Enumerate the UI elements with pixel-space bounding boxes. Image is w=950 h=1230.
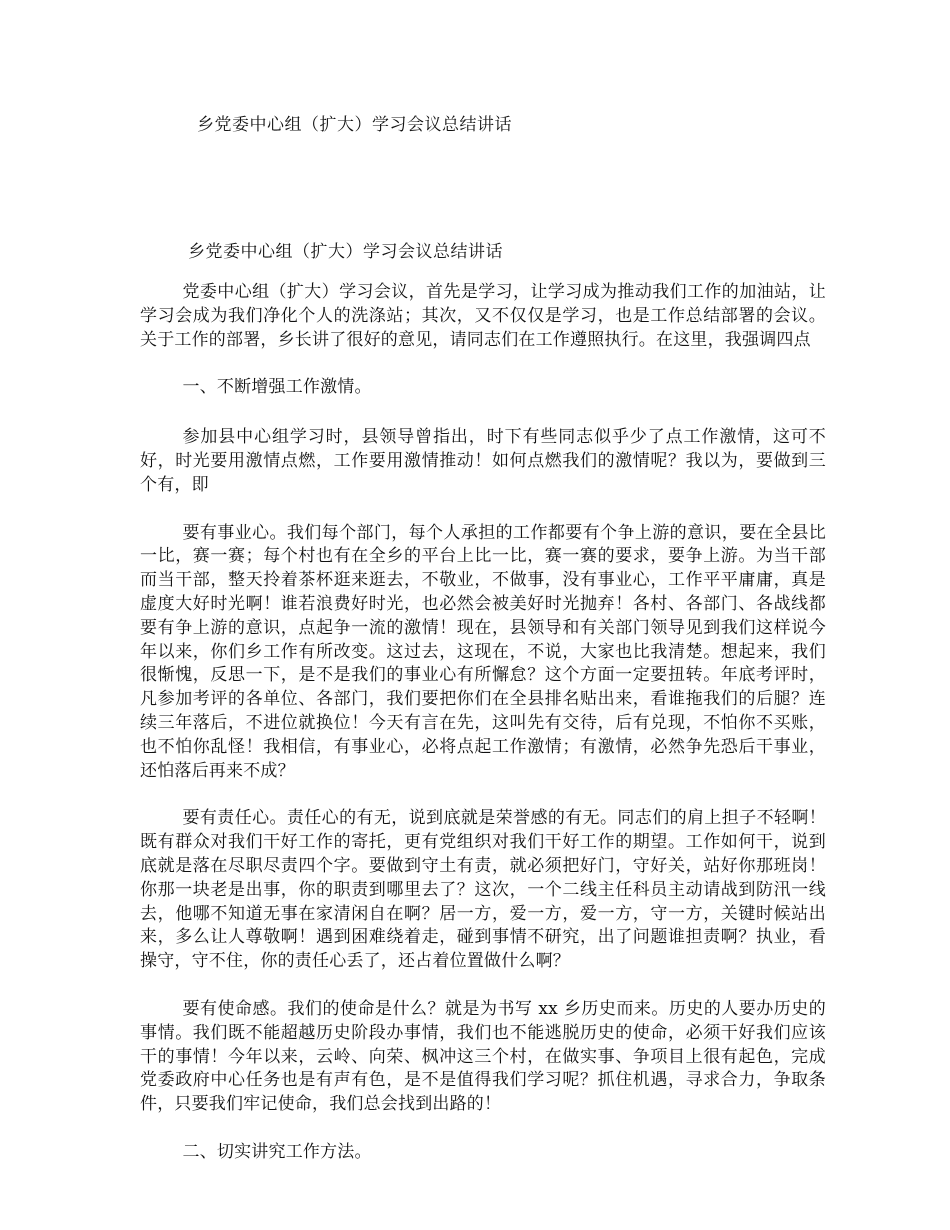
paragraph-responsibility: 要有责任心。责任心的有无，说到底就是荣誉感的有无。同志们的肩上担子不轻啊！既有群众对我们干好工作的寄托，更有党组织对我们干好工作的期望。工作如何干，说到底就是落在尽职尽责四个字。要做到守土有责，就必须把好门，守好关，站好你那班岗！你那一块老是出事，你的职责到哪里去了？这次，一个二线主任科员主动请战到防汛一线去，他哪不知道无事在家清闲自在啊？居一方，爱一方，爱一方，守一方，关键时候站出来，多么让人尊敬啊！遇到困难绕着走，碰到事情不研究，出了问题谁担责啊？执业，看操守，守不住，你的责任心丢了，还占着位置做什么啊？: [140, 808, 826, 972]
paragraph-mission: 要有使命感。我们的使命是什么？就是为书写 xx 乡历史而来。历史的人要办历史的事情。我们既不能超越历史阶段办事情，我们也不能逃脱历史的使命，必须干好我们应该干的事情！今年以来，云岭、向荣、枫冲这三个村，在做实事、争项目上很有起色，完成党委政府中心任务也是有声有色，是不是值得我们学习呢？抓住机遇，寻求合力，争取条件，只要我们牢记使命，我们总会找到出路的！: [140, 998, 826, 1115]
paragraph-career: 要有事业心。我们每个部门，每个人承担的工作都要有个争上游的意识，要在全县比一比，赛一赛；每个村也有在全乡的平台上比一比，赛一赛的要求，要争上游。为当干部而当干部，整天拎着茶杯逛来逛去，不敬业，不做事，没有事业心，工作平平庸庸，真是虚度大好时光啊！谁若浪费好时光，也必然会被美好时光抛弃！各村、各部门、各战线都要有争上游的意识，点起争一流的激情！现在，县领导和有关部门领导见到我们这样说今年以来，你们乡工作有所改变。这过去，这现在，不说，大家也比我清楚。想起来，我们很惭愧，反思一下，是不是我们的事业心有所懈怠？这个方面一定要扭转。年底考评时，凡参加考评的各单位、各部门，我们要把你们在全县排名贴出来，看谁拖我们的后腿？连续三年落后，不进位就换位！今天有言在先，这叫先有交待，后有兑现，不怕你不买账，也不怕你乱怪！我相信，有事业心，必将点起工作激情；有激情，必然争先恐后干事业，还怕落后再来不成？: [140, 522, 826, 781]
paragraph-passion: 参加县中心组学习时，县领导曾指出，时下有些同志似乎少了点工作激情，这可不好，时光要用激情点燃，工作要用激情推动！如何点燃我们的激情呢？我以为，要做到三个有，即: [140, 427, 826, 495]
paragraph-intro: 党委中心组（扩大）学习会议，首先是学习，让学习成为推动我们工作的加油站，让学习会成为我们净化个人的洗涤站；其次，又不仅仅是学习，也是工作总结部署的会议。关于工作的部署，乡长讲了很好的意见，请同志们在工作遵照执行。在这里，我强调四点: [140, 282, 826, 350]
cover-title: 乡党委中心组（扩大）学习会议总结讲话: [197, 115, 512, 135]
section-heading-1: 一、不断增强工作激情。: [182, 377, 372, 398]
document-body: [140, 281, 826, 1191]
document-title: 乡党委中心组（扩大）学习会议总结讲话: [188, 242, 503, 262]
section-heading-2: 二、切实讲究工作方法。: [182, 1141, 372, 1162]
